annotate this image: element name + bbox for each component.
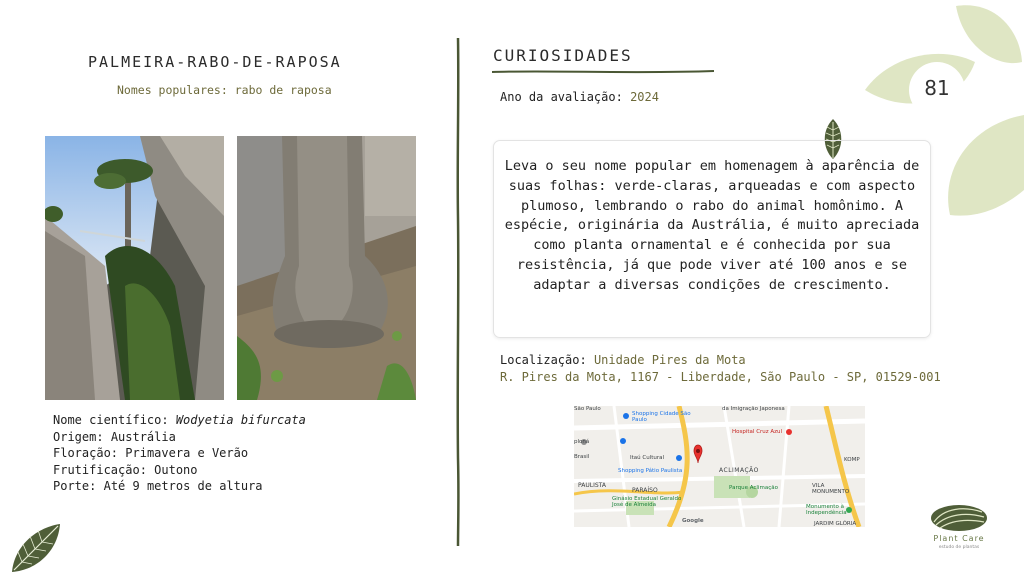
page-number: 81	[924, 76, 950, 100]
map-label: Brasil	[574, 454, 590, 460]
fruiting-label: Frutificação:	[53, 462, 147, 477]
size-label: Porte:	[53, 479, 97, 493]
map-label: São Paulo	[574, 406, 601, 412]
curiosities-text: Leva o seu nome popular em homenagem à aparência de suas folhas: verde-claras, arqueadas e com aspecto plumoso, lembrando o rabo do animal homônimo. A espécie, originária da Austrália, é muito apreciada como planta ornamental e é conhecida por sua resistência, já que pode viver até 100 anos e se adaptar a diversas condições de crescimento.	[504, 158, 920, 293]
brand-name: Plant Care	[933, 534, 985, 543]
map-label: ploná	[574, 439, 590, 445]
curiosities-title: CURIOSIDADES	[493, 46, 633, 65]
flowering-value: Primavera e Verão	[125, 446, 249, 460]
evaluation-year-value: 2024	[630, 90, 659, 104]
location-row	[500, 352, 941, 369]
plant-details	[53, 412, 306, 495]
map-label: Shopping Pátio Paulista	[618, 468, 683, 474]
map-label: PAULISTA	[578, 482, 606, 489]
popular-names	[117, 83, 332, 97]
map-label: da Imigração Japonesa	[722, 406, 785, 412]
title-underline	[492, 68, 714, 76]
location-map[interactable]	[574, 406, 865, 527]
map-label: JARDIM GLÓRIA	[814, 521, 857, 527]
map-label: KOMP	[844, 457, 860, 463]
location-unit: Unidade Pires da Mota	[593, 353, 746, 367]
flowering-label: Floração:	[53, 446, 119, 460]
map-label: ACLIMAÇÃO	[719, 467, 759, 474]
size-row	[53, 478, 306, 495]
fruiting-value: Outono	[154, 462, 198, 477]
size-value: Até 9 metros de altura	[103, 479, 263, 493]
map-label: Itaú Cultural	[630, 455, 665, 461]
origin-row	[53, 429, 306, 446]
scientific-name-value: Wodyetia bifurcata	[175, 413, 306, 427]
map-label: Hospital Cruz Azul	[732, 429, 783, 435]
column-divider	[455, 38, 461, 546]
leaf-decoration-icon	[8, 520, 64, 576]
map-label: Monumento à Independência	[806, 504, 847, 516]
map-label: PARAÍSO	[632, 487, 658, 494]
origin-label: Origem:	[53, 429, 104, 444]
popular-names-value: rabo de raposa	[234, 83, 332, 97]
flowering-row	[53, 445, 306, 462]
scientific-name-label: Nome científico:	[53, 413, 169, 427]
plant-title: PALMEIRA-RABO-DE-RAPOSA	[88, 53, 342, 71]
plant-photo-trunk	[237, 136, 416, 400]
location-address: R. Pires da Mota, 1167 - Liberdade, São Paulo - SP, 01529-001	[500, 370, 941, 384]
brand-tagline: estudo de plantas	[938, 545, 980, 550]
map-labels	[574, 406, 865, 527]
popular-names-label: Nomes populares:	[117, 83, 228, 97]
evaluation-year	[500, 90, 659, 104]
map-label: Shopping Cidade São Paulo	[632, 411, 691, 423]
location-label: Localização:	[500, 353, 587, 367]
map-label: Google	[682, 518, 704, 524]
location-block	[500, 352, 941, 386]
map-label: VILA MONUMENTO	[812, 483, 850, 495]
map-label: Parque Aclimação	[729, 485, 778, 491]
origin-value: Austrália	[110, 429, 176, 444]
scientific-name-row	[53, 412, 306, 429]
fruiting-row	[53, 462, 306, 479]
evaluation-year-label: Ano da avaliação:	[500, 90, 623, 104]
map-label: Ginásio Estadual Geraldo José de Almeida	[612, 496, 682, 508]
plant-photo-canopy	[45, 136, 224, 400]
